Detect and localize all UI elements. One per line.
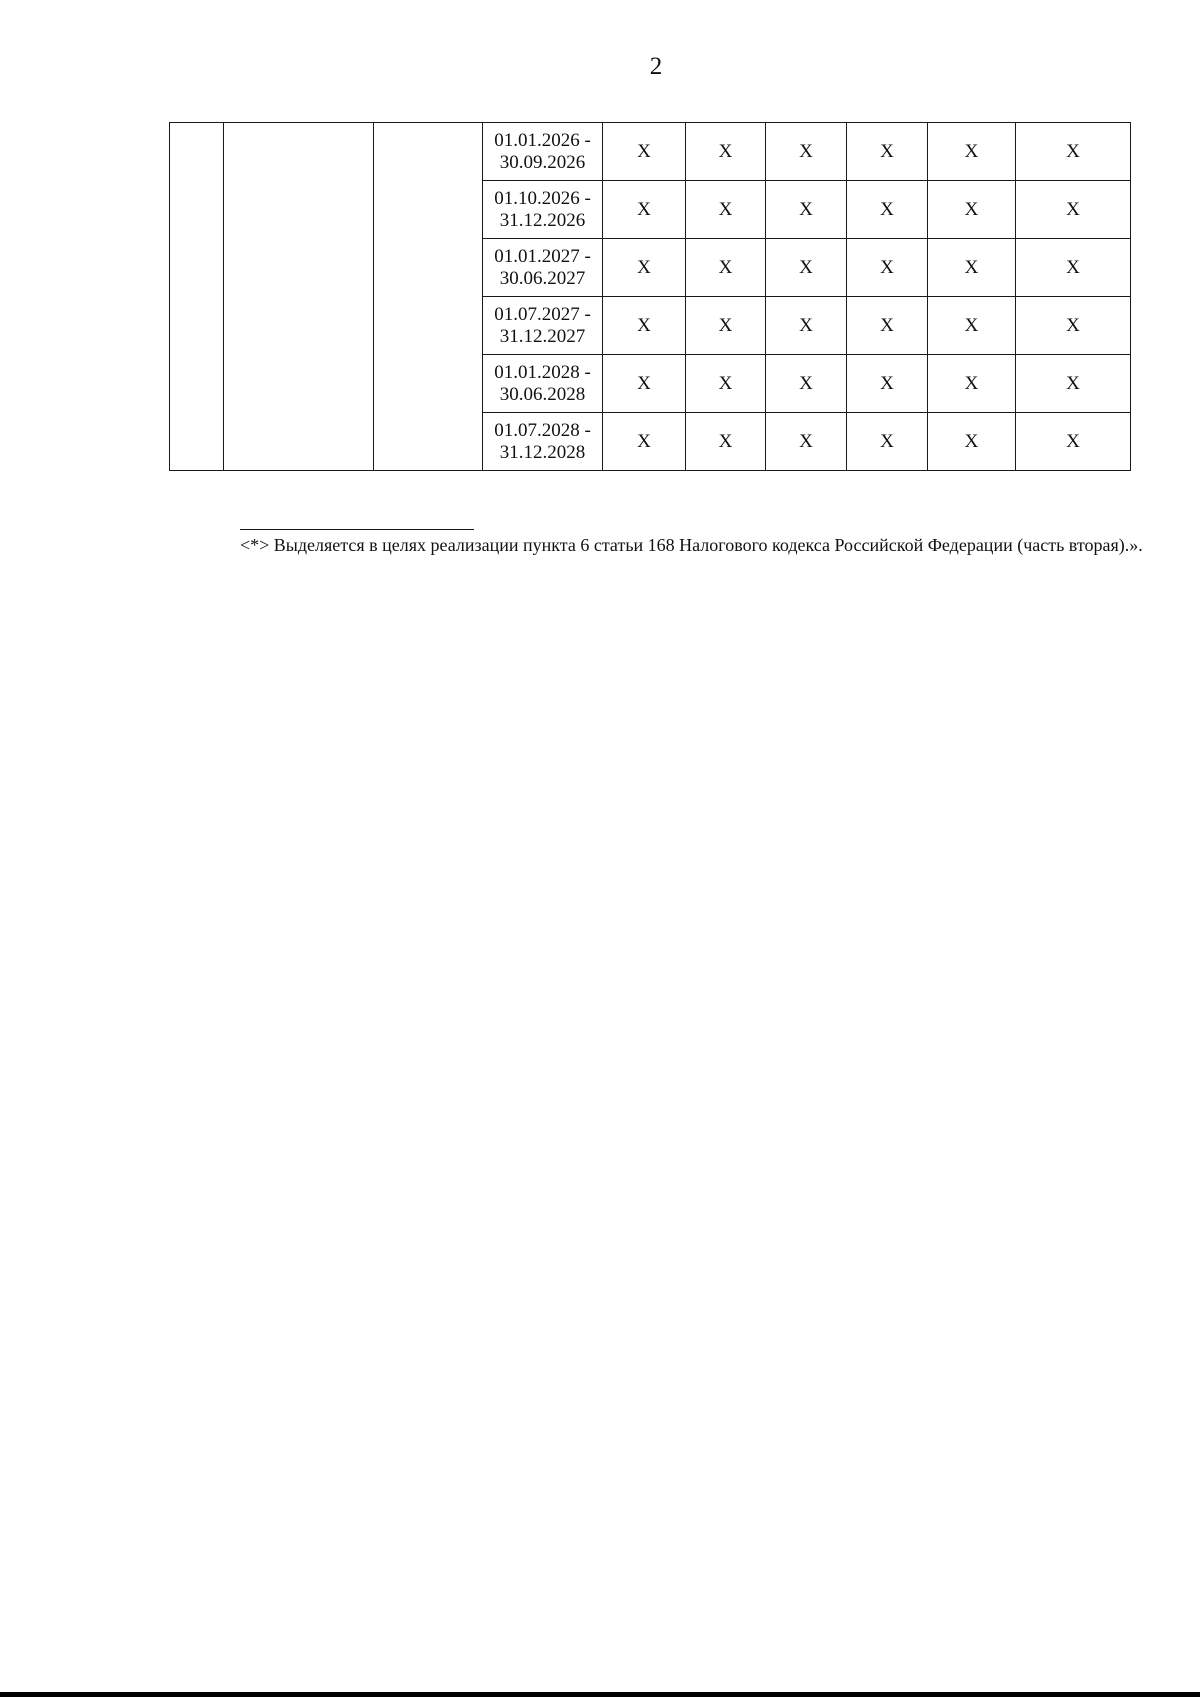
scan-border [0, 1692, 1200, 1697]
table-cell: X [766, 297, 847, 355]
table-cell: X [686, 181, 766, 239]
table-cell: X [847, 123, 928, 181]
table-cell: X [603, 239, 686, 297]
table-cell: X [928, 123, 1016, 181]
table-cell: X [1016, 297, 1131, 355]
period-cell: 01.01.2026 - 30.09.2026 [483, 123, 603, 181]
table-cell: X [928, 413, 1016, 471]
table-cell: X [847, 181, 928, 239]
table-cell: X [766, 239, 847, 297]
table-cell: X [766, 181, 847, 239]
table-cell: X [928, 239, 1016, 297]
table-cell: X [1016, 355, 1131, 413]
table-cell: X [766, 413, 847, 471]
table-cell: X [1016, 123, 1131, 181]
footnote-separator [240, 529, 474, 530]
footnote-text: <*> Выделяется в целях реализации пункта 6 статьи 168 Налогового кодекса Российской Федерации (часть вторая).». [240, 535, 1143, 555]
page-number: 2 [649, 53, 663, 80]
table-cell: X [603, 413, 686, 471]
merged-cell-code [374, 123, 483, 471]
table-cell: X [847, 413, 928, 471]
table-cell: X [766, 123, 847, 181]
table-cell: X [686, 355, 766, 413]
table-cell: X [1016, 181, 1131, 239]
table-cell: X [928, 297, 1016, 355]
period-cell: 01.07.2028 - 31.12.2028 [483, 413, 603, 471]
period-cell: 01.01.2027 - 30.06.2027 [483, 239, 603, 297]
table-cell: X [1016, 413, 1131, 471]
table-cell: X [603, 181, 686, 239]
table-cell: X [686, 297, 766, 355]
table-cell: X [603, 297, 686, 355]
table-cell: X [1016, 239, 1131, 297]
period-cell: 01.01.2028 - 30.06.2028 [483, 355, 603, 413]
table-cell: X [686, 123, 766, 181]
table-cell: X [928, 181, 1016, 239]
table-cell: X [686, 239, 766, 297]
merged-cell-number [170, 123, 224, 471]
table-cell: X [847, 297, 928, 355]
table-cell: X [686, 413, 766, 471]
table-cell: X [766, 355, 847, 413]
table-cell: X [847, 355, 928, 413]
period-cell: 01.07.2027 - 31.12.2027 [483, 297, 603, 355]
table-cell: X [928, 355, 1016, 413]
data-table [169, 122, 1131, 471]
merged-cell-name [224, 123, 374, 471]
table-cell: X [603, 123, 686, 181]
period-cell: 01.10.2026 - 31.12.2026 [483, 181, 603, 239]
table-row [170, 123, 1131, 181]
table-cell: X [847, 239, 928, 297]
table-cell: X [603, 355, 686, 413]
